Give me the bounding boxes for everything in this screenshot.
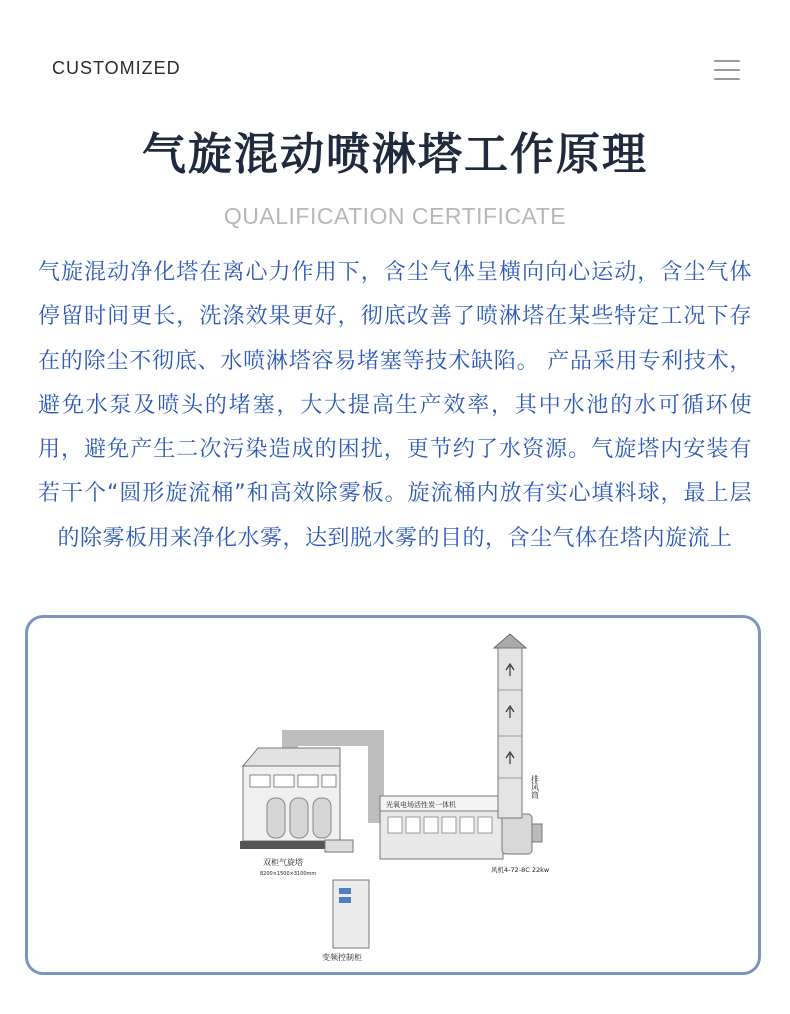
- cabinet-label: 变频控制柜: [322, 953, 362, 962]
- tower-spec: 8200×1500×3100mm: [260, 871, 317, 877]
- stack-label: 排风筒: [530, 775, 540, 799]
- description-paragraph: 气旋混动净化塔在离心力作用下，含尘气体呈横向向心运动，含尘气体停留时间更长，洗涤效果更好，彻底改善了喷淋塔在某些特定工况下存在的除尘不彻底、水喷淋塔容易堵塞等技术缺陷。 产品采用专利技术，避免水泵及喷头的堵塞，大大提高生产效率，其中水池的水可循环使用，避免产生二次污染造成的困扰，更节约了水资源。气旋塔内安装有若干个“圆形旋流桶”和高效除雾板。旋流桶内放有实心填料球，最上层的除雾板用来净化水雾，达到脱水雾的目的，含尘气体在塔内旋流上: [38, 260, 752, 551]
- cyclone-tower: [240, 748, 353, 852]
- hamburger-menu-icon[interactable]: [714, 60, 740, 80]
- tower-label: 双柜气旋塔: [263, 858, 303, 867]
- page-title: 气旋混动喷淋塔工作原理: [142, 129, 648, 180]
- brand-label: CUSTOMIZED: [52, 58, 181, 78]
- control-cabinet: [333, 880, 369, 948]
- diagram-panel: [25, 615, 761, 975]
- process-diagram: [28, 618, 758, 972]
- fan: [502, 814, 542, 854]
- fan-label: 风机4-72-8C 22kw: [491, 866, 550, 874]
- unit-label: 光氧电场活性炭一体机: [386, 801, 456, 809]
- exhaust-stack: [494, 634, 526, 818]
- page-subtitle: QUALIFICATION CERTIFICATE: [223, 203, 567, 229]
